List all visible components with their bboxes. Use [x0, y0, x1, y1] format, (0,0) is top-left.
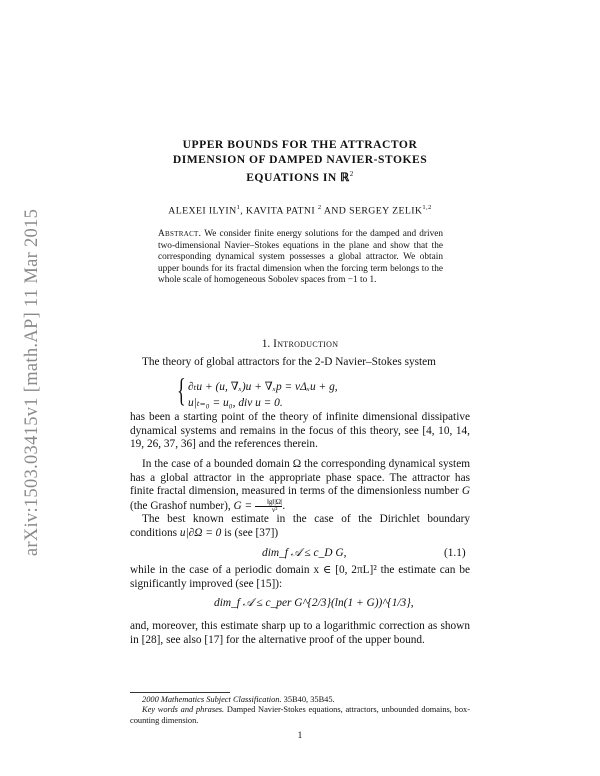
grashof-denominator: ν² [272, 505, 278, 514]
dirichlet-estimate: dim_f 𝒜 ≤ c_D G, [262, 547, 347, 559]
footnotes [130, 695, 470, 726]
msc-value: 35B40, 35B45. [283, 695, 335, 704]
bounded-domain-text: In the case of a bounded domain Ω the corresponding dynamical system has a global attractor in the appropriate phase space. The attractor has finite fractal dimension, measured in terms of the dimensionless number [130, 458, 470, 498]
section-name: Introduction [273, 338, 339, 350]
abstract-label: Abstract. [158, 229, 202, 239]
arxiv-identifier[interactable]: arXiv:1503.03415v1 [math.AP] 11 Mar 2015 [22, 208, 43, 556]
title-line-2: DIMENSION OF DAMPED NAVIER-STOKES [172, 153, 428, 166]
page-number: 1 [297, 730, 303, 741]
equation-brace: { [177, 373, 186, 409]
footnote-rule [130, 692, 230, 693]
footnote-keywords [130, 705, 470, 726]
author-separator-2: AND [321, 205, 350, 217]
grashof-definition: G = [233, 499, 253, 512]
author-1-affiliation: 1 [236, 204, 241, 211]
grashof-symbol: G [461, 485, 471, 498]
paragraph-bounded-domain [130, 458, 470, 514]
abstract-text: We consider finite energy solutions for the damped and driven two-dimensional Navier–Stokes equations in the plane and show that the corresponding dynamical system possesses a global attractor. We obtain upper bounds for its fractal dimension when the forcing term belongs to the whole scale of homogeneous Sobolev spaces from −1 to 1. [158, 229, 444, 286]
arxiv-stamp [18, 172, 48, 592]
author-3: SERGEY ZELIK [349, 205, 423, 217]
title-line-3 [130, 167, 470, 185]
msc-label: 2000 Mathematics Subject Classification. [142, 695, 282, 704]
title-line-1: UPPER BOUNDS FOR THE ATTRACTOR [182, 138, 418, 151]
author-separator-1: , [240, 205, 246, 217]
abstract [158, 229, 443, 287]
paragraph-sharpness: and, moreover, this estimate sharp up to a logarithmic correction as shown in [28], see also [17] for the alternative proof of the upper bound. [130, 620, 470, 646]
author-2: KAVITA PATNI [245, 205, 315, 217]
navier-stokes-equation-line-1: ∂ₜu + (u, ∇ₓ)u + ∇ₓp = νΔₓu + g, [188, 381, 338, 393]
dirichlet-reference: is (see [37]) [224, 526, 279, 539]
grashof-label: (the Grashof number), [130, 499, 231, 512]
section-number: 1. [261, 338, 271, 350]
footnote-msc [130, 695, 470, 705]
periodic-estimate: dim_f 𝒜 ≤ c_per G^{2/3}(ln(1 + G))^{1/3}, [214, 597, 414, 609]
grashof-fraction [255, 499, 282, 514]
paragraph-intro: The theory of global attractors for the 2-D Navier–Stokes system [142, 356, 436, 368]
keywords-value: Damped Navier-Stokes equations, attractors, unbounded domains, box-counting dimension. [130, 705, 470, 725]
dirichlet-condition: u|∂Ω = 0 [179, 526, 222, 539]
section-heading [100, 338, 500, 350]
grashof-period: . [282, 499, 286, 512]
paragraph-history: has been a starting point of the theory of infinite dimensional dissipative dynamical systems and remains in the focus of this theory, see [4, 10, 14, 19, 26, 37, 36] and the references therein. [130, 411, 470, 451]
paper-title [130, 137, 470, 185]
equation-number: (1.1) [444, 547, 466, 559]
author-2-affiliation: 2 [317, 204, 322, 211]
title-superscript: 2 [349, 170, 354, 178]
author-3-affiliation: 1,2 [422, 204, 432, 211]
grashof-numerator: ‖g‖|Ω| [255, 499, 282, 507]
paragraph-periodic: while in the case of a periodic domain x ∈ [0, 2πL]² the estimate can be significantly improved (see [15]): [130, 564, 470, 590]
paragraph-dirichlet [130, 513, 470, 540]
keywords-label: Key words and phrases. [142, 705, 225, 715]
author-1: ALEXEI ILYIN [168, 205, 237, 217]
dirichlet-text: The best known estimate in the case of the Dirichlet boundary conditions [130, 513, 470, 539]
author-list [100, 204, 500, 216]
navier-stokes-equation-line-2: u|ₜ₌₀ = u₀, div u = 0. [188, 397, 283, 409]
title-line-3-text: EQUATIONS IN ℝ [246, 170, 350, 184]
